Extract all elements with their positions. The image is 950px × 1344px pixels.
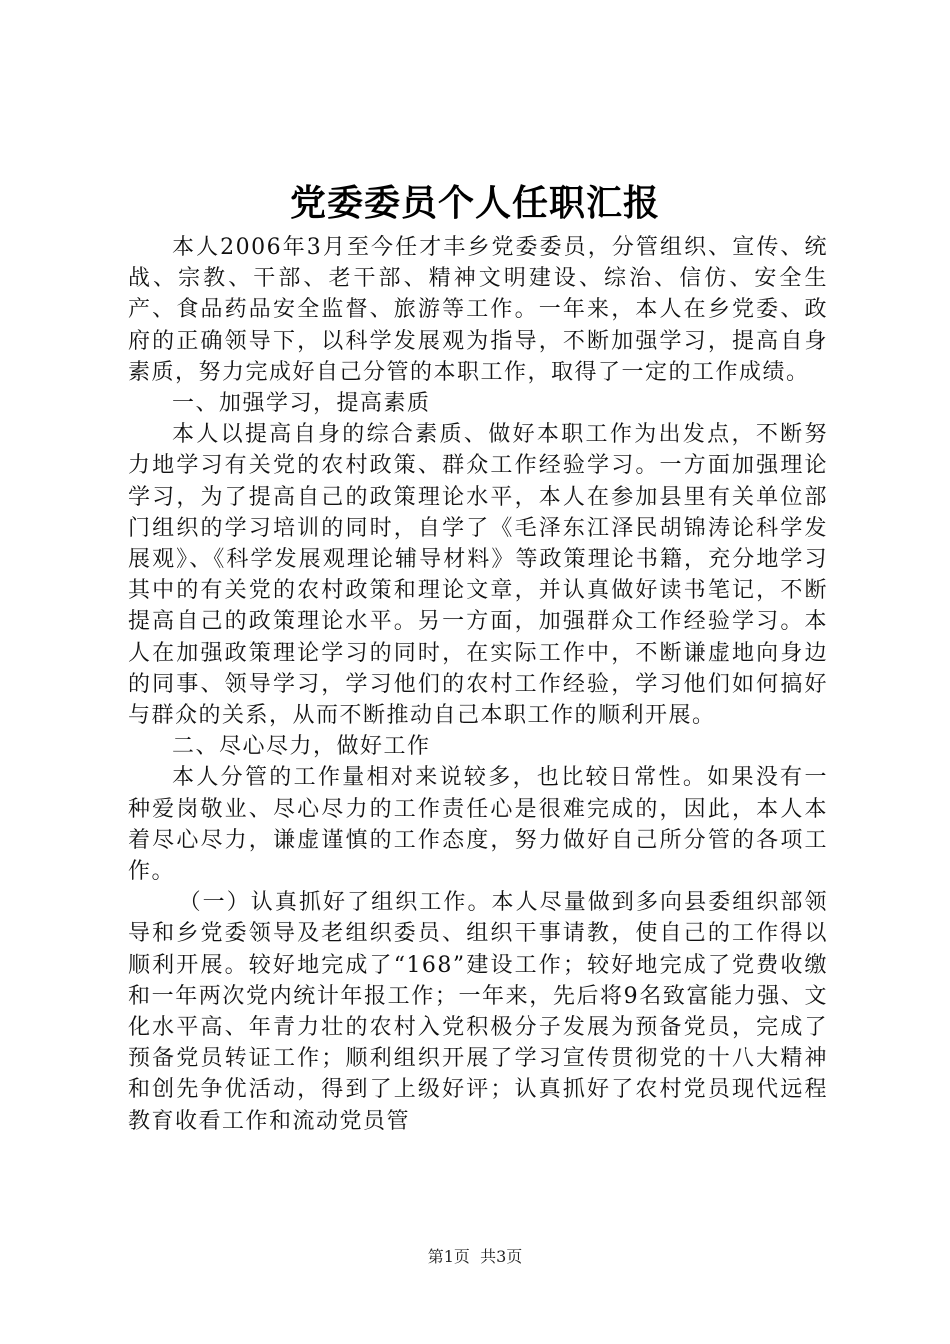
paragraph-organization: （一）认真抓好了组织工作。本人尽量做到多向县委组织部领导和乡党委领导及老组织委员、组织干事请教，使自己的工作得以顺利开展。较好地完成了“168”建设工作；较好地完成了党费收缴和一年两次党内统计年报工作；一年来，先后将9名致富能力强、文化水平高、年青力壮的农村入党积极分子发展为预备党员，完成了预备党员转证工作；顺利组织开展了学习宣传贯彻党的十八大精神和创先争优活动，得到了上级好评；认真抓好了农村党员现代远程教育收看工作和流动党员管 xyxy=(128,890,828,1134)
document-body xyxy=(128,232,828,1137)
paragraph-work: 本人分管的工作量相对来说较多，也比较日常性。如果没有一种爱岗敬业、尽心尽力的工作责任心是很难完成的，因此，本人本着尽心尽力，谦虚谨慎的工作态度，努力做好自己所分管的各项工作。 xyxy=(128,765,828,885)
document-title: 党委委员个人任职汇报 xyxy=(289,183,660,224)
paragraph-intro: 本人2006年3月至今任才丰乡党委委员，分管组织、宣传、统战、宗教、干部、老干部、精神文明建设、综治、信仿、安全生产、食品药品安全监督、旅游等工作。一年来，本人在乡党委、政府的正确领导下，以科学发展观为指导，不断加强学习，提高自身素质，努力完成好自己分管的本职工作，取得了一定的工作成绩。 xyxy=(128,235,828,385)
section-heading-work: 二、尽心尽力，做好工作 xyxy=(172,734,431,760)
page-footer: 第1页 共3页 xyxy=(427,1247,523,1266)
section-heading-study: 一、加强学习，提高素质 xyxy=(172,391,431,417)
paragraph-study: 本人以提高自身的综合素质、做好本职工作为出发点，不断努力地学习有关党的农村政策、群众工作经验学习。一方面加强理论学习，为了提高自己的政策理论水平，本人在参加县里有关单位部门组织的学习培训的同时，自学了《毛泽东江泽民胡锦涛论科学发展观》、《科学发展观理论辅导材料》等政策理论书籍，充分地学习其中的有关党的农村政策和理论文章，并认真做好读书笔记，不断提高自己的政策理论水平。另一方面，加强群众工作经验学习。本人在加强政策理论学习的同时，在实际工作中，不断谦虚地向身边的同事、领导学习，学习他们的农村工作经验，学习他们如何搞好与群众的关系，从而不断推动自己本职工作的顺利开展。 xyxy=(128,422,828,729)
